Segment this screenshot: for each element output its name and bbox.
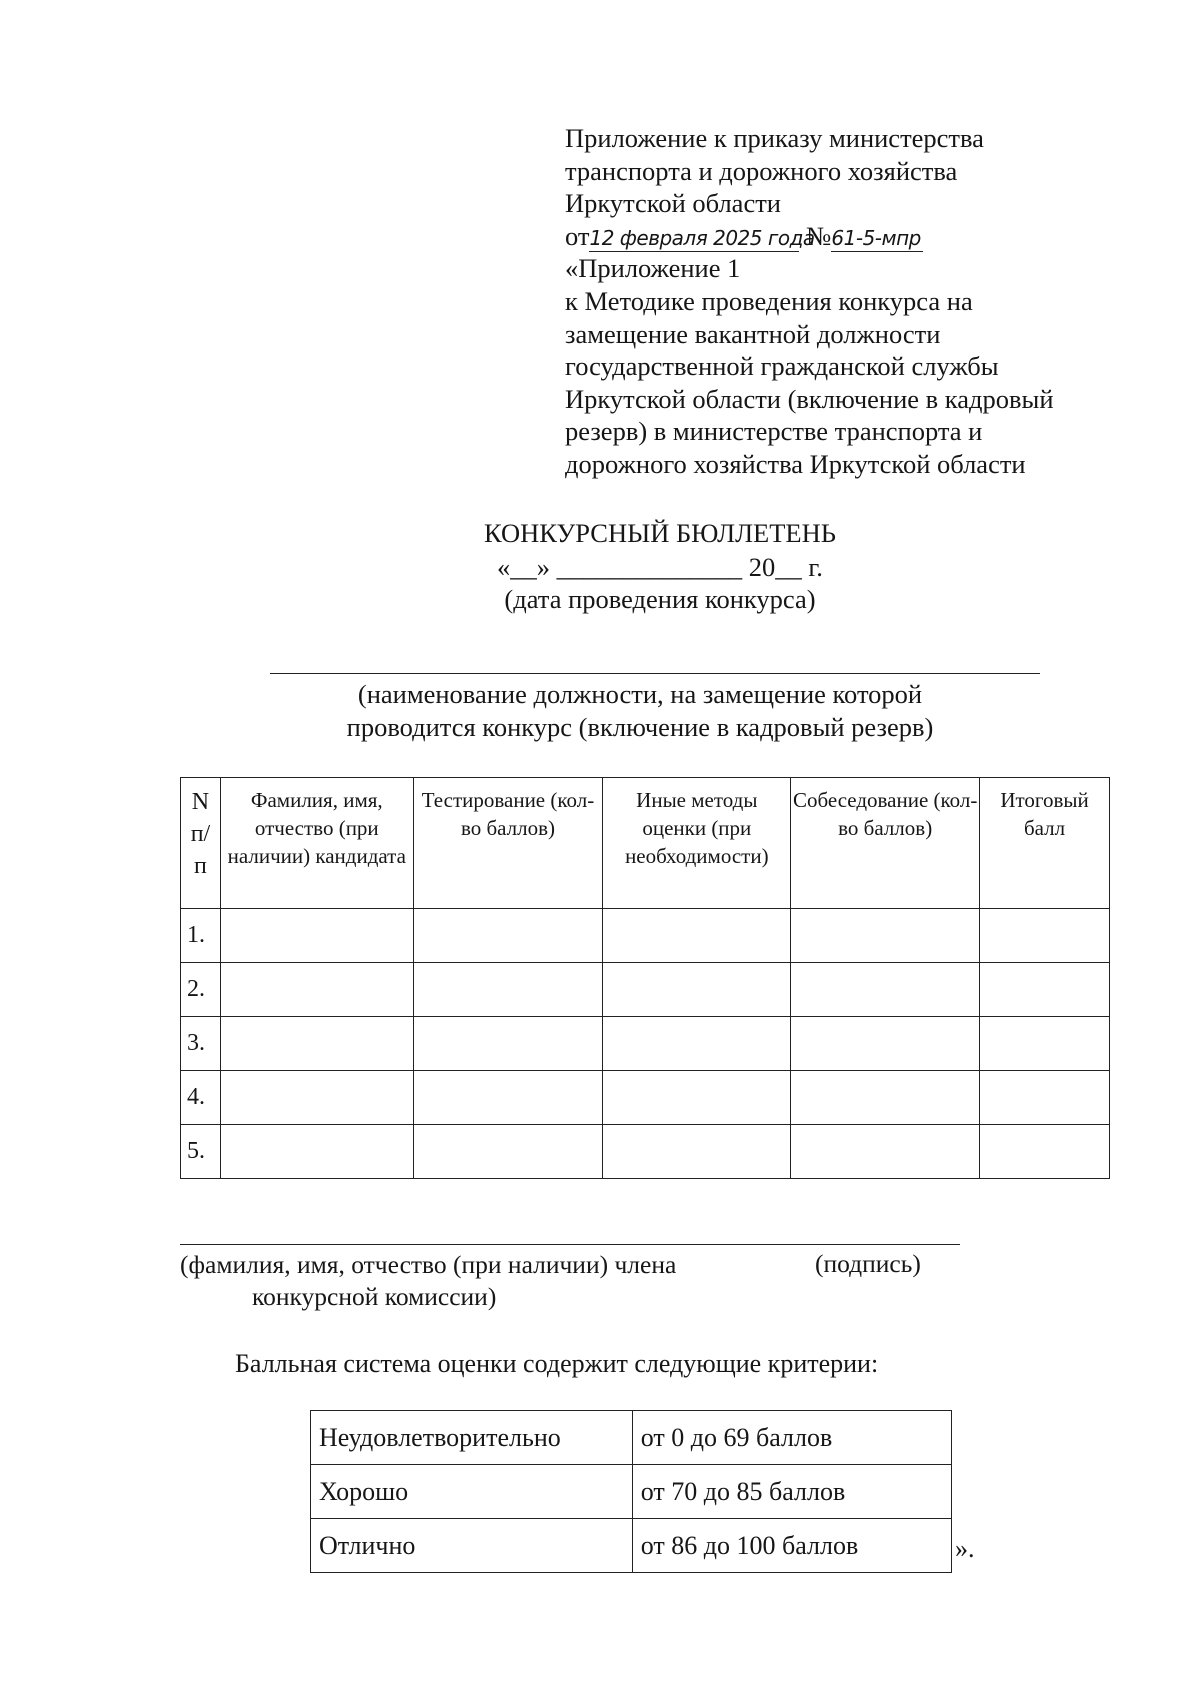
criteria-row: [311, 1519, 952, 1573]
order-date-handwritten: 12 февраля 2025 года: [589, 225, 815, 250]
criteria-table: [310, 1410, 952, 1573]
cell-total-score[interactable]: [980, 1017, 1110, 1071]
position-caption-line: (наименование должности, на замещение которой: [357, 679, 923, 709]
cell-other-methods[interactable]: [603, 963, 791, 1017]
cell-testing[interactable]: [413, 963, 603, 1017]
appendix-line: резерв) в министерстве транспорта и: [565, 416, 983, 447]
member-name-caption-line: конкурсной комиссии): [252, 1282, 497, 1311]
cell-total-score[interactable]: [980, 1071, 1110, 1125]
member-name-caption-line: (фамилия, имя, отчество (при наличии) члена: [180, 1250, 677, 1279]
header-row-number-label: N п/ п: [190, 789, 211, 879]
criteria-range: от 0 до 69 баллов: [632, 1411, 951, 1465]
criteria-row: [311, 1465, 952, 1519]
cell-interview[interactable]: [791, 1017, 980, 1071]
appendix-line: Иркутской области (включение в кадровый: [565, 383, 1054, 414]
header-line: транспорта и дорожного хозяйства: [565, 155, 958, 186]
header-row-number: [181, 778, 221, 909]
criteria-grade: Отлично: [311, 1519, 633, 1573]
cell-other-methods[interactable]: [603, 1071, 791, 1125]
criteria-grade: Неудовлетворительно: [311, 1411, 633, 1465]
table-row: [181, 1017, 1110, 1071]
table-row: [181, 1071, 1110, 1125]
cell-interview[interactable]: [791, 1071, 980, 1125]
appendix-line: дорожного хозяйства Иркутской области: [565, 448, 1026, 479]
ballot-table: [180, 777, 1110, 1179]
cell-candidate-name[interactable]: [220, 909, 413, 963]
header-line: Приложение к приказу министерства: [565, 123, 984, 153]
cell-candidate-name[interactable]: [220, 1125, 413, 1179]
appendix-line: замещение вакантной должности: [565, 318, 941, 349]
cell-candidate-name[interactable]: [220, 1017, 413, 1071]
cell-total-score[interactable]: [980, 909, 1110, 963]
criteria-intro: Балльная система оценки содержит следующие критерии:: [235, 1349, 879, 1378]
row-number: 1.: [181, 909, 221, 963]
row-number: 2.: [181, 963, 221, 1017]
order-number-handwritten: 61-5-мпр: [831, 225, 923, 252]
table-header-row: [181, 778, 1110, 909]
order-number-prefix: №: [806, 220, 832, 251]
position-caption-line: проводится конкурс (включение в кадровый резерв): [346, 712, 934, 742]
cell-testing[interactable]: [413, 909, 603, 963]
order-date-number-line: [565, 220, 1125, 253]
position-caption: [280, 678, 1000, 744]
signature-label: (подпись): [815, 1249, 921, 1278]
cell-testing[interactable]: [413, 1071, 603, 1125]
appendix-line: государственной гражданской службы: [565, 351, 999, 382]
ballot-title: КОНКУРСНЫЙ БЮЛЛЕТЕНЬ: [484, 518, 836, 548]
closing-quote: ».: [955, 1534, 975, 1563]
header-candidate-name: Фамилия, имя, отчество (при наличии) кандидата: [220, 778, 413, 909]
order-header: [565, 122, 1125, 481]
header-other-methods: Иные методы оценки (при необходимости): [603, 778, 791, 909]
position-name-line: [270, 673, 1040, 674]
header-interview: Собеседование (кол-во баллов): [791, 778, 980, 909]
row-number: 5.: [181, 1125, 221, 1179]
row-number: 4.: [181, 1071, 221, 1125]
cell-interview[interactable]: [791, 963, 980, 1017]
signature-line: [180, 1244, 960, 1245]
criteria-range: от 86 до 100 баллов: [632, 1519, 951, 1573]
cell-interview[interactable]: [791, 909, 980, 963]
table-row: [181, 1125, 1110, 1179]
cell-other-methods[interactable]: [603, 1125, 791, 1179]
cell-other-methods[interactable]: [603, 1017, 791, 1071]
cell-other-methods[interactable]: [603, 909, 791, 963]
cell-candidate-name[interactable]: [220, 963, 413, 1017]
ballot-date-caption: (дата проведения конкурса): [504, 584, 816, 614]
header-testing: Тестирование (кол-во баллов): [413, 778, 603, 909]
table-row: [181, 963, 1110, 1017]
member-name-caption: [180, 1249, 676, 1313]
header-line: Иркутской области: [565, 188, 781, 219]
criteria-grade: Хорошо: [311, 1465, 633, 1519]
appendix-line: к Методике проведения конкурса на: [565, 285, 973, 316]
header-total-score: Итоговый балл: [980, 778, 1110, 909]
order-from-prefix: от: [565, 220, 590, 251]
row-number: 3.: [181, 1017, 221, 1071]
criteria-row: [311, 1411, 952, 1465]
cell-total-score[interactable]: [980, 963, 1110, 1017]
table-row: [181, 909, 1110, 963]
appendix-line: «Приложение 1: [565, 253, 741, 284]
cell-candidate-name[interactable]: [220, 1071, 413, 1125]
criteria-range: от 70 до 85 баллов: [632, 1465, 951, 1519]
cell-testing[interactable]: [413, 1017, 603, 1071]
cell-interview[interactable]: [791, 1125, 980, 1179]
ballot-date-line: «__» ______________ 20__ г.: [497, 552, 823, 582]
cell-testing[interactable]: [413, 1125, 603, 1179]
cell-total-score[interactable]: [980, 1125, 1110, 1179]
